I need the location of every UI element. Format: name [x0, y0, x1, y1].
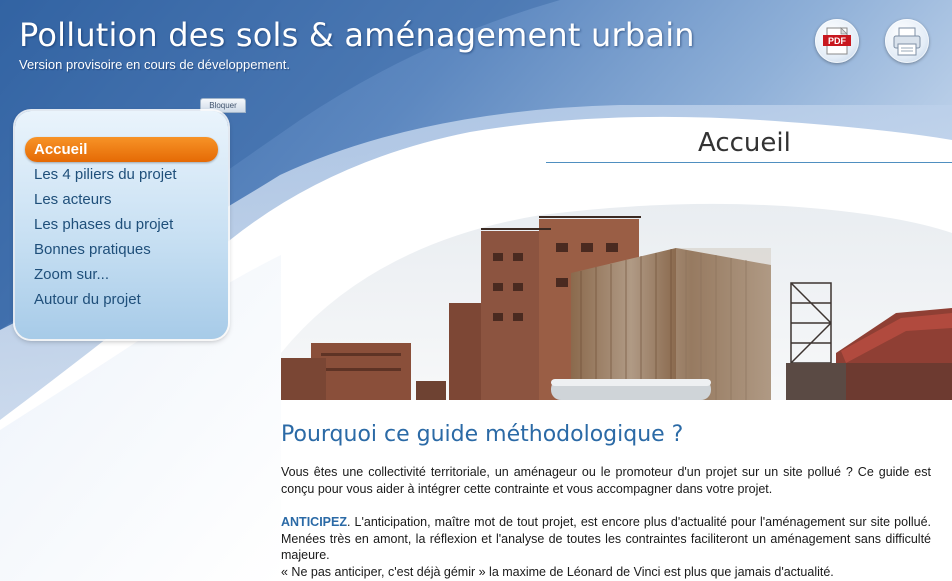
anticipate-keyword: ANTICIPEZ	[281, 515, 347, 529]
section-title: Pourquoi ce guide méthodologique ?	[281, 422, 684, 447]
menu-item-zoom[interactable]: Zoom sur...	[34, 266, 110, 283]
anticipate-paragraph	[281, 514, 931, 580]
print-button[interactable]	[885, 19, 929, 63]
menu-item-acteurs[interactable]: Les acteurs	[34, 191, 112, 208]
anticipate-text: . L'anticipation, maître mot de tout projet, est encore plus d'actualité pour l'aménagement sur site pollué. Menées très en amont, la réflexion et l'analyse de toutes les contraintes faciliteront un aménagement sans difficulté majeure.	[281, 515, 931, 562]
page-heading	[546, 128, 952, 163]
pdf-icon	[815, 19, 859, 63]
menu-item-piliers[interactable]: Les 4 piliers du projet	[34, 166, 177, 183]
site-title: Pollution des sols & aménagement urbain	[19, 16, 695, 54]
menu-item-phases[interactable]: Les phases du projet	[34, 216, 174, 233]
intro-paragraph: Vous êtes une collectivité territoriale, un aménageur ou le promoteur d'un projet sur un site pollué ? Ce guide est conçu pour vous aider à intégrer cette contrainte et vous accompagner dans votre projet.	[281, 465, 931, 496]
menu-list	[25, 137, 218, 312]
industrial-site-photo	[281, 203, 952, 400]
quote-text: « Ne pas anticiper, c'est déjà gémir » la maxime de Léonard de Vinci est plus que jamais d'actualité.	[281, 564, 834, 579]
lock-menu-tab[interactable]: Bloquer	[200, 98, 246, 113]
site-subtitle: Version provisoire en cours de développement.	[19, 57, 290, 72]
menu-item-bonnes-pratiques[interactable]: Bonnes pratiques	[34, 241, 151, 258]
pdf-label: PDF	[828, 36, 846, 46]
printer-icon	[885, 19, 929, 63]
page-title: Accueil	[698, 128, 791, 158]
pdf-button[interactable]	[815, 19, 859, 63]
menu-item-autour[interactable]: Autour du projet	[34, 291, 141, 308]
main-menu	[15, 111, 228, 339]
menu-item-accueil[interactable]: Accueil	[25, 137, 218, 162]
